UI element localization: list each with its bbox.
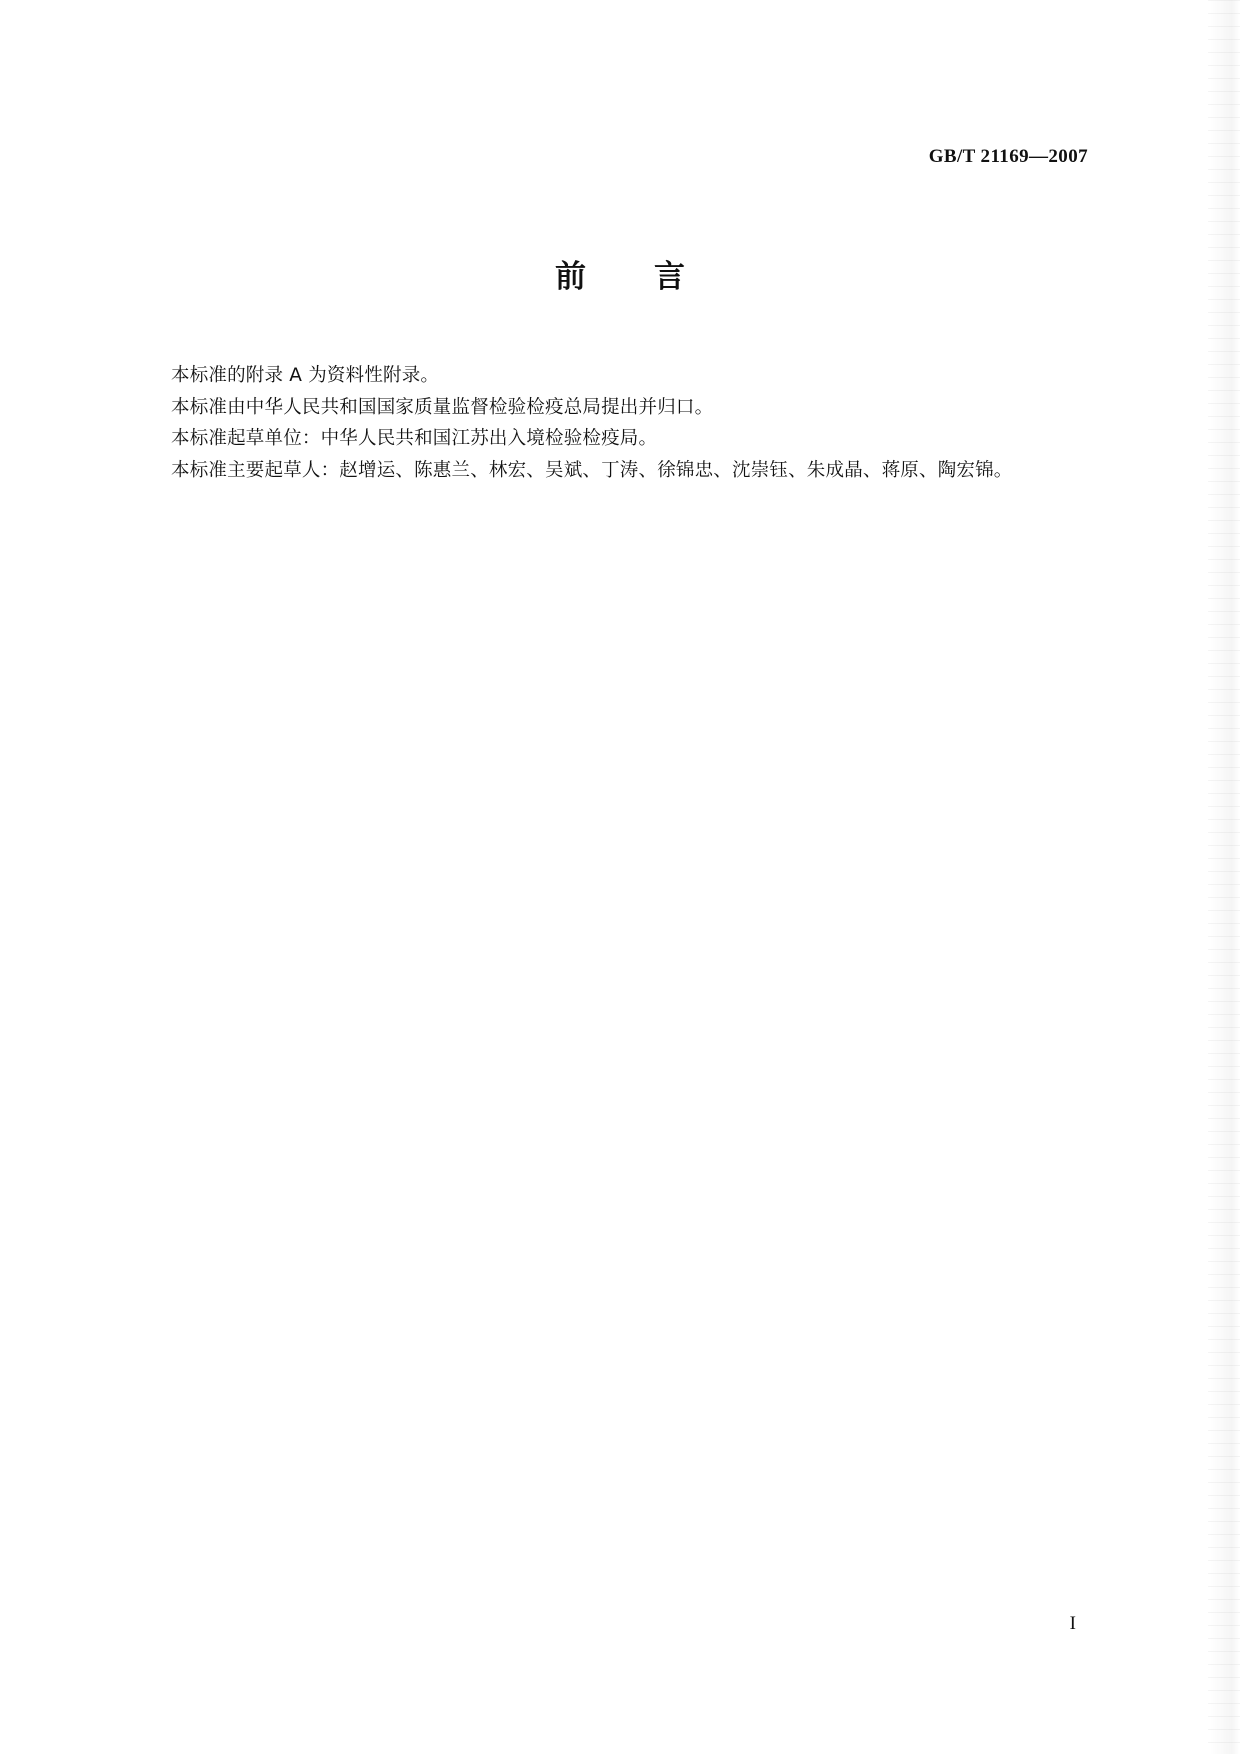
preface-body xyxy=(171,360,1091,486)
preface-paragraph-appendix: 本标准的附录 A 为资料性附录。 xyxy=(171,365,440,386)
preface-paragraph-drafters: 本标准主要起草人：赵增运、陈惠兰、林宏、吴斌、丁涛、徐锦忠、沈崇钰、朱成晶、蒋原、陶宏锦。 xyxy=(171,459,1013,481)
page-title: 前言 xyxy=(555,259,753,295)
preface-paragraph-proposer: 本标准由中华人民共和国国家质量监督检验检疫总局提出并归口。 xyxy=(171,396,714,418)
page-number: I xyxy=(1069,1613,1076,1634)
preface-paragraph-drafting-unit: 本标准起草单位：中华人民共和国江苏出入境检验检疫局。 xyxy=(171,428,658,449)
standard-number: GB/T 21169—2007 xyxy=(928,146,1088,167)
